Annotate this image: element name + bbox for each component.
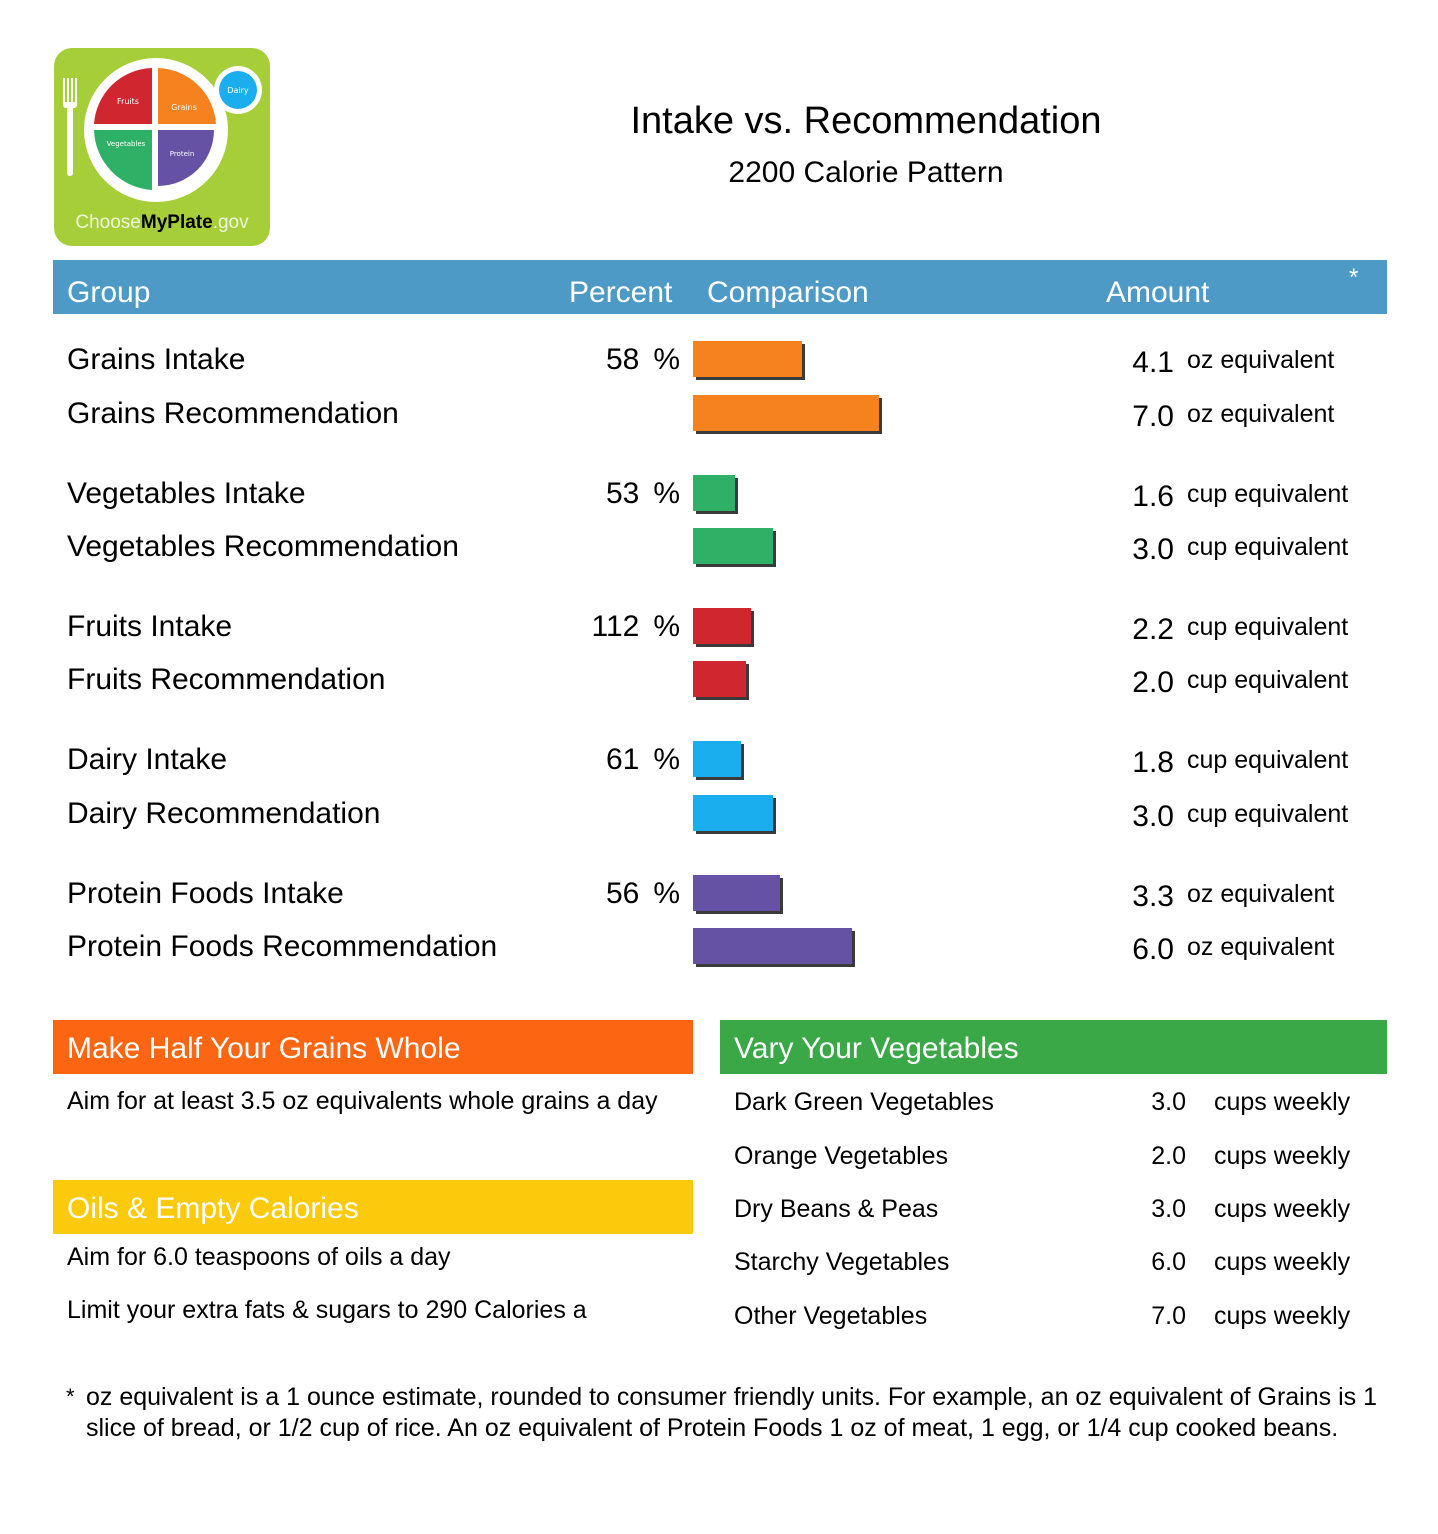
veg-name: Dry Beans & Peas (734, 1195, 939, 1223)
row-percent-sign: % (653, 743, 680, 776)
comparison-bar (693, 741, 741, 777)
row-percent-value: 58 (605, 343, 640, 376)
logo-dairy-label: Dairy (227, 86, 249, 95)
row-amount: 7.0 (1132, 400, 1174, 433)
row-amount: 1.8 (1132, 746, 1174, 779)
row-amount: 1.6 (1132, 480, 1174, 513)
half-grains-heading (53, 1020, 693, 1074)
comparison-bar (693, 608, 751, 644)
veg-amount: 7.0 (1151, 1302, 1186, 1330)
veg-amount: 2.0 (1151, 1142, 1186, 1170)
row-percent (560, 477, 680, 511)
veg-unit: cups weekly (1214, 1248, 1351, 1276)
comparison-bar (693, 528, 773, 564)
header-percent: Percent (569, 276, 673, 309)
logo-wordmark: ChooseMyPlate.gov (75, 212, 249, 233)
header-note-marker: * (1349, 264, 1359, 291)
row-unit: oz equivalent (1187, 400, 1335, 428)
row-amount: 4.1 (1132, 346, 1174, 379)
row-percent-value: 56 (605, 877, 640, 910)
row-percent (560, 877, 680, 911)
row-amount: 2.2 (1132, 613, 1174, 646)
row-amount: 2.0 (1132, 666, 1174, 699)
row-label: Grains Intake (67, 343, 246, 376)
header-comparison: Comparison (707, 276, 869, 309)
vary-veg-heading (720, 1020, 1387, 1074)
logo-fruits-label: Fruits (117, 97, 139, 106)
row-label: Fruits Recommendation (67, 663, 386, 696)
row-label: Fruits Intake (67, 610, 233, 643)
row-label: Vegetables Intake (67, 477, 306, 510)
comparison-bar (693, 341, 802, 377)
oils-heading-text: Oils & Empty Calories (67, 1192, 359, 1225)
row-label: Vegetables Recommendation (67, 530, 459, 563)
row-percent-value: 53 (605, 477, 640, 510)
row-unit: oz equivalent (1187, 346, 1335, 374)
comparison-bar (693, 875, 780, 911)
row-percent-sign: % (653, 877, 680, 910)
page-title: Intake vs. Recommendation (630, 100, 1102, 142)
myplate-logo (54, 48, 270, 246)
footnote-text: oz equivalent is a 1 ounce estimate, rounded to consumer friendly units. For example, an oz equivalent of Grains is 1 slice of bread, or 1/2 cup of rice. An oz equivalent of Protein Foods 1 oz of meat, 1 egg, or 1/4 cup cooked beans. (86, 1383, 1377, 1442)
comparison-bar (693, 661, 746, 697)
veg-name: Orange Vegetables (734, 1142, 949, 1170)
logo-protein-label: Protein (169, 150, 195, 158)
row-amount: 3.3 (1132, 880, 1174, 913)
veg-unit: cups weekly (1214, 1302, 1351, 1330)
header-amount: Amount (1106, 276, 1210, 309)
row-amount: 3.0 (1132, 533, 1174, 566)
oils-text: Aim for 6.0 teaspoons of oils a day (67, 1243, 451, 1271)
row-percent-value: 61 (605, 743, 640, 776)
row-percent-sign: % (653, 343, 680, 376)
row-amount: 3.0 (1132, 800, 1174, 833)
veg-name: Dark Green Vegetables (734, 1088, 994, 1116)
table-header (53, 260, 1387, 314)
row-unit: cup equivalent (1187, 480, 1349, 508)
row-unit: cup equivalent (1187, 533, 1349, 561)
row-percent-sign: % (653, 477, 680, 510)
vary-veg-heading-text: Vary Your Vegetables (734, 1032, 1019, 1065)
row-label: Dairy Recommendation (67, 797, 381, 830)
row-unit: oz equivalent (1187, 880, 1335, 908)
row-percent-value: 112 (591, 610, 640, 643)
row-unit: cup equivalent (1187, 746, 1349, 774)
row-label: Grains Recommendation (67, 397, 399, 430)
half-grains-text: Aim for at least 3.5 oz equivalents whole grains a day (67, 1087, 658, 1115)
row-percent (560, 743, 680, 777)
comparison-bar (693, 475, 735, 511)
oils-heading (53, 1180, 693, 1234)
page-subtitle: 2200 Calorie Pattern (728, 156, 1004, 189)
veg-name: Starchy Vegetables (734, 1248, 950, 1276)
row-label: Protein Foods Recommendation (67, 930, 498, 963)
row-amount: 6.0 (1132, 933, 1174, 966)
row-percent (560, 343, 680, 377)
veg-unit: cups weekly (1214, 1195, 1351, 1223)
header-group: Group (67, 276, 151, 309)
comparison-bar (693, 395, 879, 431)
logo-grains-label: Grains (171, 103, 197, 112)
veg-unit: cups weekly (1214, 1142, 1351, 1170)
row-unit: cup equivalent (1187, 666, 1349, 694)
comparison-bar (693, 795, 773, 831)
comparison-bar (693, 928, 852, 964)
footnote-marker: * (66, 1384, 75, 1409)
row-unit: oz equivalent (1187, 933, 1335, 961)
row-unit: cup equivalent (1187, 613, 1349, 641)
empty-calories-text: Limit your extra fats & sugars to 290 Calories a (67, 1296, 587, 1324)
veg-amount: 6.0 (1151, 1248, 1186, 1276)
row-label: Dairy Intake (67, 743, 228, 776)
row-percent-sign: % (653, 610, 680, 643)
veg-unit: cups weekly (1214, 1088, 1351, 1116)
logo-vegetables-label: Vegetables (106, 140, 146, 148)
row-unit: cup equivalent (1187, 800, 1349, 828)
half-grains-heading-text: Make Half Your Grains Whole (67, 1032, 461, 1065)
veg-amount: 3.0 (1151, 1088, 1186, 1116)
veg-name: Other Vegetables (734, 1302, 928, 1330)
row-percent (560, 610, 680, 644)
row-label: Protein Foods Intake (67, 877, 344, 910)
veg-amount: 3.0 (1151, 1195, 1186, 1223)
